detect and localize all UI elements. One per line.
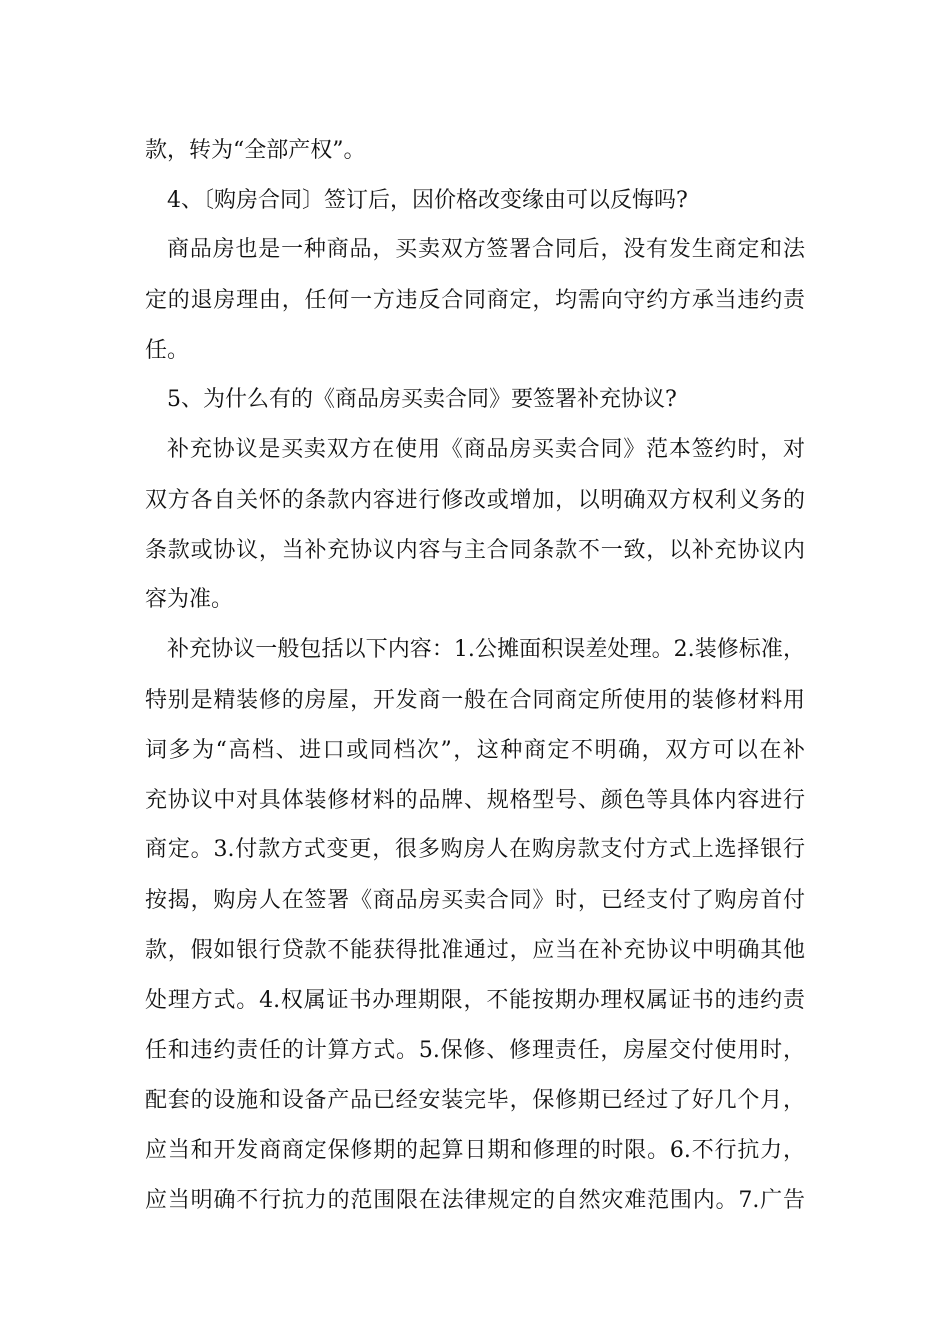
text-line: 补充协议是买卖双方在使用《商品房买卖合同》范本签约时，对 [167, 437, 805, 462]
text-line: 条款或协议，当补充协议内容与主合同条款不一致，以补充协议内 [145, 538, 805, 563]
text-line: 双方各自关怀的条款内容进行修改或增加，以明确双方权利义务的 [145, 488, 805, 513]
text-line: 配套的设施和设备产品已经安装完毕，保修期已经过了好几个月， [145, 1088, 805, 1113]
text-line: 应当明确不行抗力的范围限在法律规定的自然灾难范围内。7.广告 [145, 1188, 805, 1213]
question-heading: 4、〔购房合同〕签订后，因价格改变缘由可以反悔吗? [167, 188, 688, 213]
question-heading: 5、为什么有的《商品房买卖合同》要签署补充协议? [167, 387, 677, 412]
text-line: 款，转为“全部产权”。 [145, 138, 366, 163]
text-line: 按揭，购房人在签署《商品房买卖合同》时，已经支付了购房首付 [145, 888, 805, 913]
text-line: 补充协议一般包括以下内容：1.公摊面积误差处理。2.装修标准， [167, 637, 805, 662]
text-line: 充协议中对具体装修材料的品牌、规格型号、颜色等具体内容进行 [145, 788, 805, 813]
text-line: 任和违约责任的计算方式。5.保修、修理责任，房屋交付使用时， [145, 1038, 805, 1063]
text-line: 应当和开发商商定保修期的起算日期和修理的时限。6.不行抗力， [145, 1138, 805, 1163]
text-line: 处理方式。4.权属证书办理期限，不能按期办理权属证书的违约责 [145, 988, 805, 1013]
text-line: 商品房也是一种商品，买卖双方签署合同后，没有发生商定和法 [167, 237, 805, 262]
text-line: 商定。3.付款方式变更，很多购房人在购房款支付方式上选择银行 [145, 837, 805, 862]
text-line: 容为准。 [145, 587, 234, 612]
text-line: 任。 [145, 338, 190, 363]
text-line: 词多为“高档、进口或同档次”，这种商定不明确，双方可以在补 [145, 738, 805, 763]
text-line: 款，假如银行贷款不能获得批准通过，应当在补充协议中明确其他 [145, 938, 805, 963]
text-line: 特别是精装修的房屋，开发商一般在合同商定所使用的装修材料用 [145, 688, 805, 713]
text-line: 定的退房理由，任何一方违反合同商定，均需向守约方承当违约责 [145, 288, 805, 313]
